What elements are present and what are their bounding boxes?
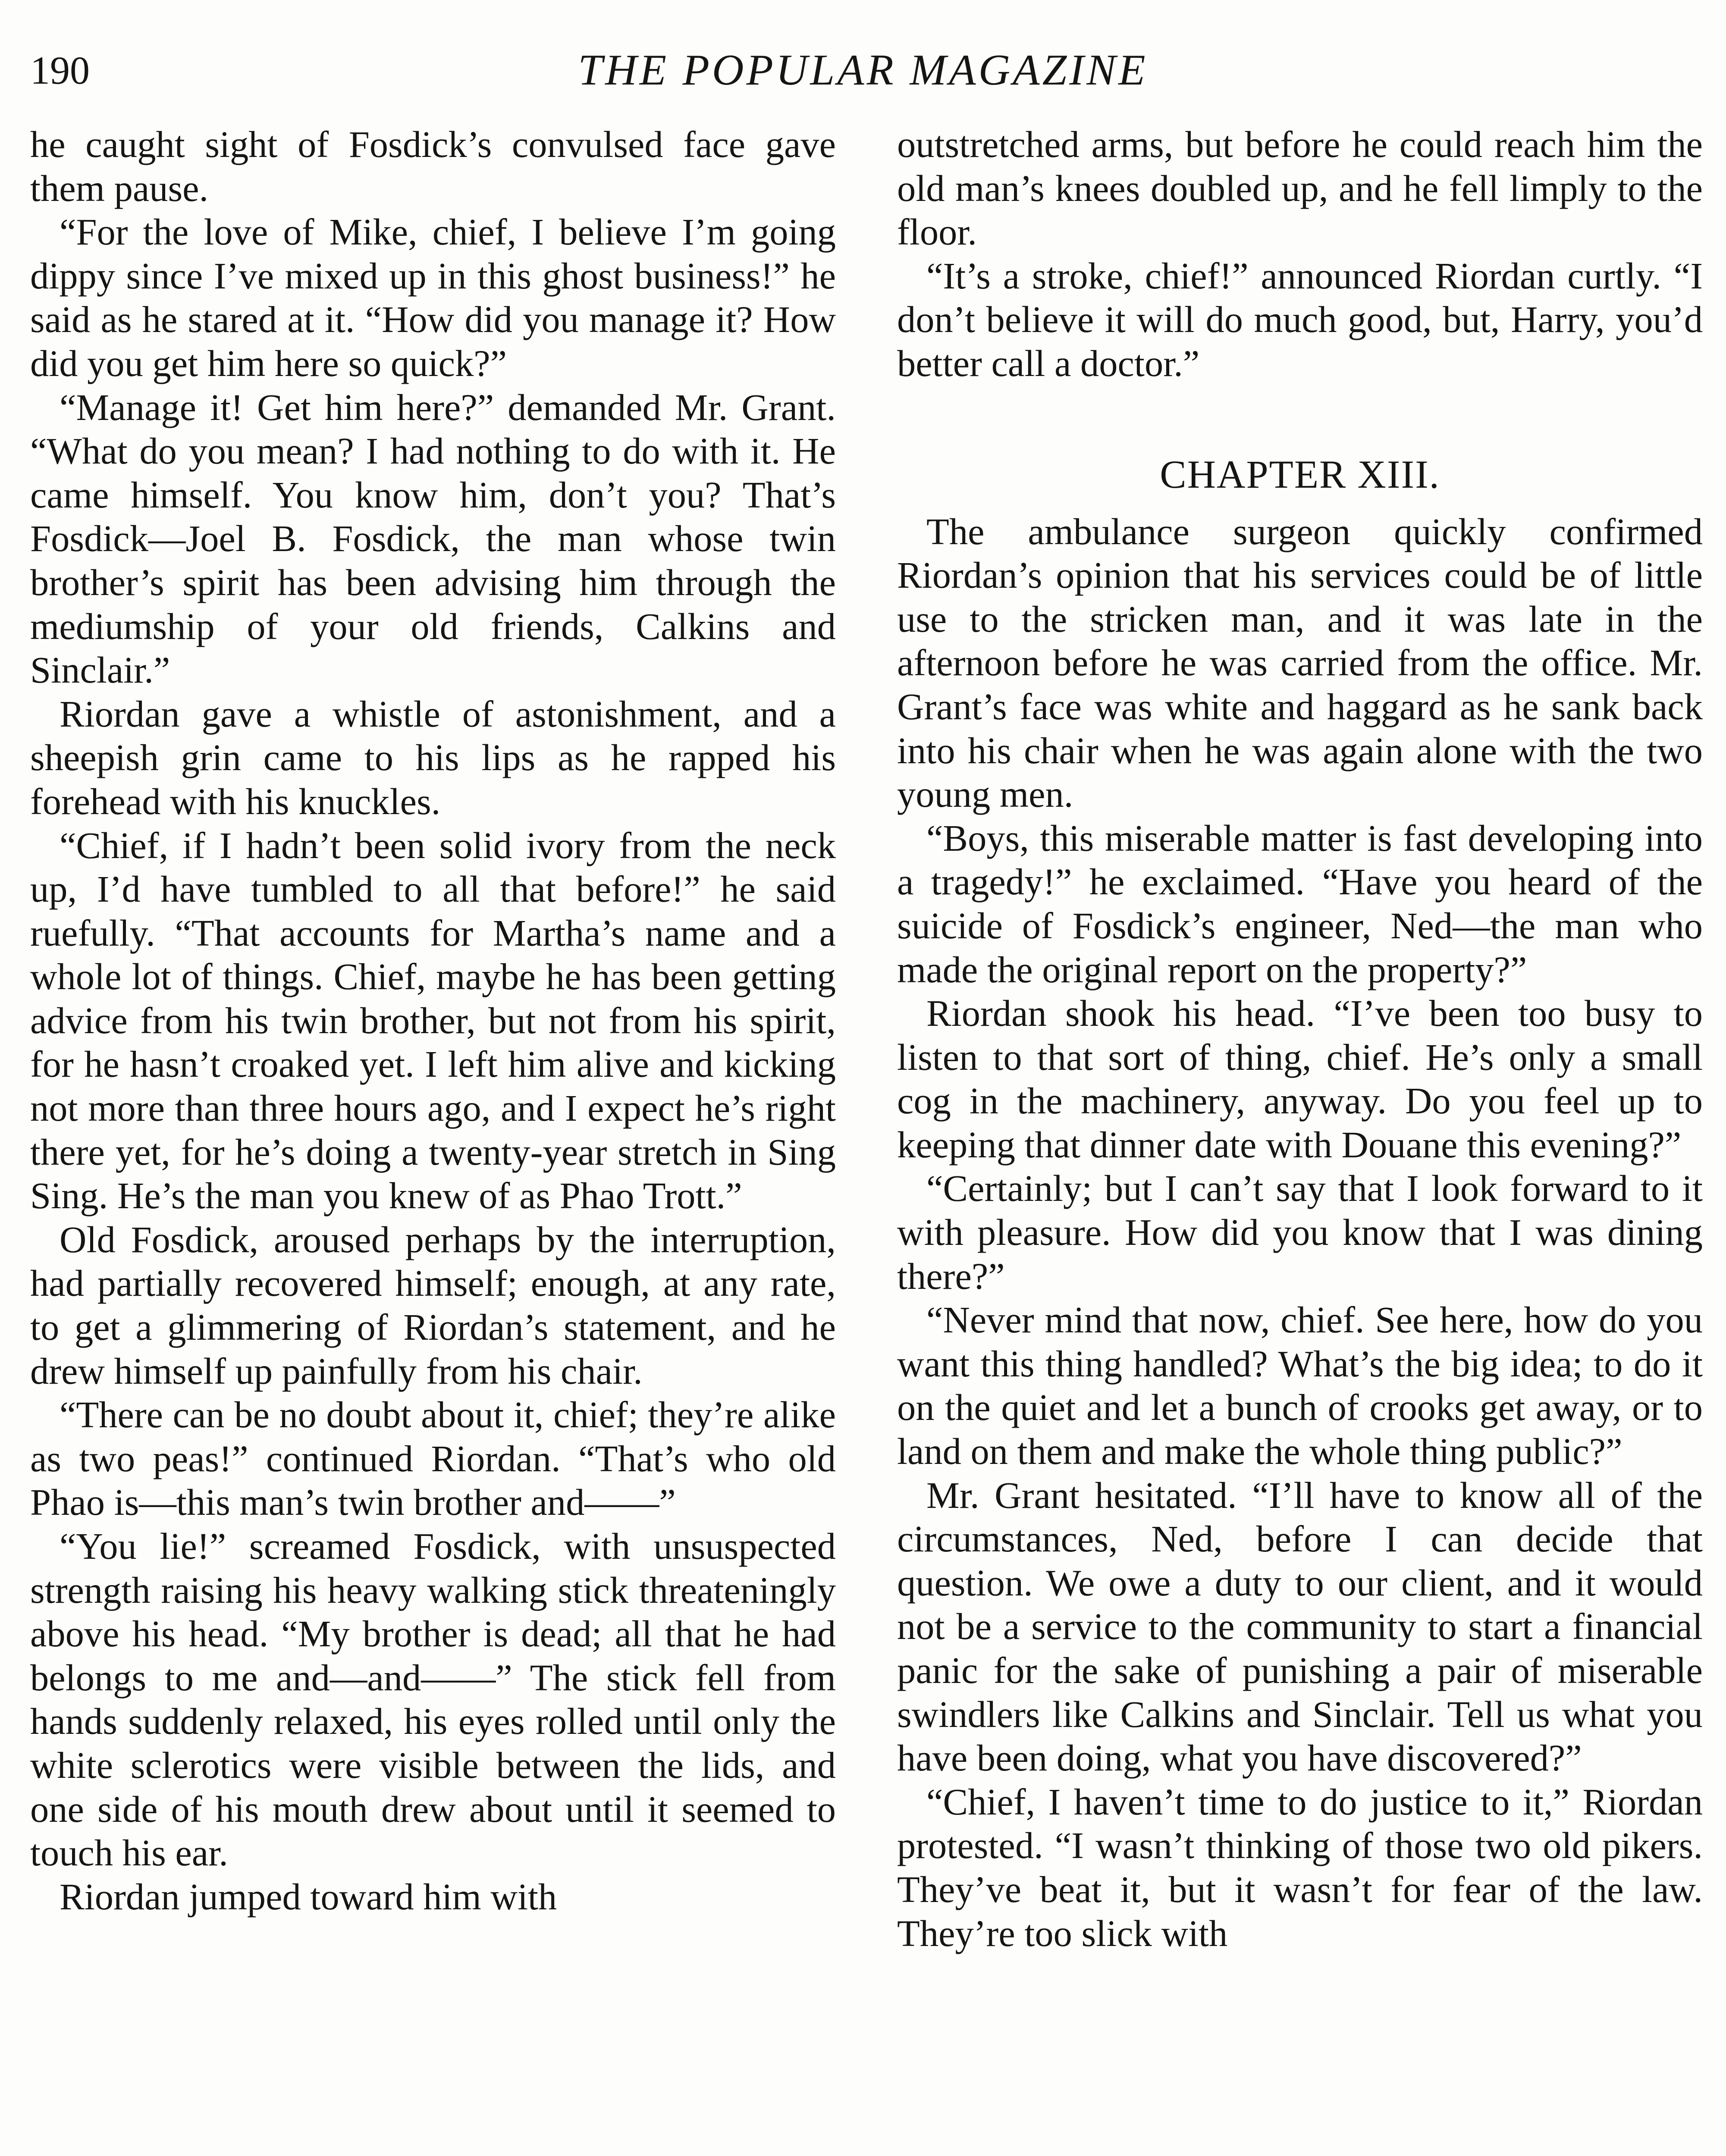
paragraph: Riordan shook his head. “I’ve been too busy to listen to that sort of thing, chief. He’s only a small cog in the machinery, anyway. Do you feel up to keeping that dinner date with Douane this evening?”: [897, 993, 1703, 1166]
paragraph: The ambulance surgeon quickly confirmed Riordan’s opinion that his services could be of little use to the stricken man, and it was late in the afternoon before he was carried from the office. Mr. Grant’s face was white and haggard as he sank back into his chair when he was again alone with the two young men.: [897, 511, 1703, 815]
paragraph: Riordan gave a whistle of astonishment, and a sheepish grin came to his lips as he rapped his forehead with his knuckles.: [30, 693, 836, 822]
right-column: [897, 123, 1703, 1955]
paragraph: Riordan jumped toward him with: [60, 1876, 557, 1918]
paragraph: “You lie!” screamed Fosdick, with unsuspected strength raising his heavy walking stick threateningly above his head. “My brother is dead; all that he had belongs to me and—and——” The stick fell from hands suddenly relaxed, his eyes rolled until only the white sclerotics were visible between the lids, and one side of his mouth drew about until it seemed to touch his ear.: [30, 1526, 836, 1874]
paragraph: “It’s a stroke, chief!” announced Riordan curtly. “I don’t believe it will do much good, but, Harry, you’d better call a doctor.”: [897, 255, 1703, 384]
paragraph: “Certainly; but I can’t say that I look forward to it with pleasure. How did you know that I was dining there?”: [897, 1168, 1703, 1297]
paragraph: “There can be no doubt about it, chief; they’re alike as two peas!” continued Riordan. “That’s who old Phao is—this man’s twin brother and——”: [30, 1394, 836, 1523]
paragraph: “Never mind that now, chief. See here, how do you want this thing handled? What’s the big idea; to do it on the quiet and let a bunch of crooks get away, or to land on them and make the whole thing public?”: [897, 1299, 1703, 1473]
paragraph: “Chief, if I hadn’t been solid ivory from the neck up, I’d have tumbled to all that before!” he said ruefully. “That accounts for Martha’s name and a whole lot of things. Chief, maybe he has been getting advice from his twin brother, but not from his spirit, for he hasn’t croaked yet. I left him alive and kicking not more than three hours ago, and I expect he’s right there yet, for he’s doing a twenty-year stretch in Sing Sing. He’s the man you knew of as Phao Trott.”: [30, 824, 836, 1217]
paragraph: he caught sight of Fosdick’s convulsed face gave them pause.: [30, 124, 836, 209]
page-number: 190: [30, 48, 90, 92]
magazine-title: THE POPULAR MAGAZINE: [578, 46, 1148, 94]
paragraph: Mr. Grant hesitated. “I’ll have to know all of the circumstances, Ned, before I can decide that question. We owe a duty to our client, and it would not be a service to the community to start a financial panic for the sake of punishing a pair of miserable swindlers like Calkins and Sinclair. Tell us what you have been doing, what you have discovered?”: [897, 1474, 1703, 1779]
paragraph: “Manage it! Get him here?” demanded Mr. Grant. “What do you mean? I had nothing to do with it. He came himself. You know him, don’t you? That’s Fosdick—Joel B. Fosdick, the man whose twin brother’s spirit has been advising him through the mediumship of your old friends, Calkins and Sinclair.”: [30, 386, 836, 691]
chapter-heading: CHAPTER XIII.: [1160, 452, 1440, 496]
page-header: [26, 38, 1700, 103]
paragraph: Old Fosdick, aroused perhaps by the interruption, had partially recovered himself; enough, at any rate, to get a glimmering of Riordan’s statement, and he drew himself up painfully from his chair.: [30, 1219, 836, 1392]
paragraph: outstretched arms, but before he could reach him the old man’s knees doubled up, and he fell limply to the floor.: [897, 124, 1703, 253]
left-column: [30, 123, 836, 1919]
paragraph: “Boys, this miserable matter is fast developing into a tragedy!” he exclaimed. “Have you heard of the suicide of Fosdick’s engineer, Ned—the man who made the original report on the property?”: [897, 817, 1703, 990]
paragraph: “Chief, I haven’t time to do justice to it,” Riordan protested. “I wasn’t thinking of those two old pikers. They’ve beat it, but it wasn’t for fear of the law. They’re too slick with: [897, 1781, 1703, 1954]
paragraph: “For the love of Mike, chief, I believe I’m going dippy since I’ve mixed up in this ghost business!” he said as he stared at it. “How did you manage it? How did you get him here so quick?”: [30, 211, 836, 384]
